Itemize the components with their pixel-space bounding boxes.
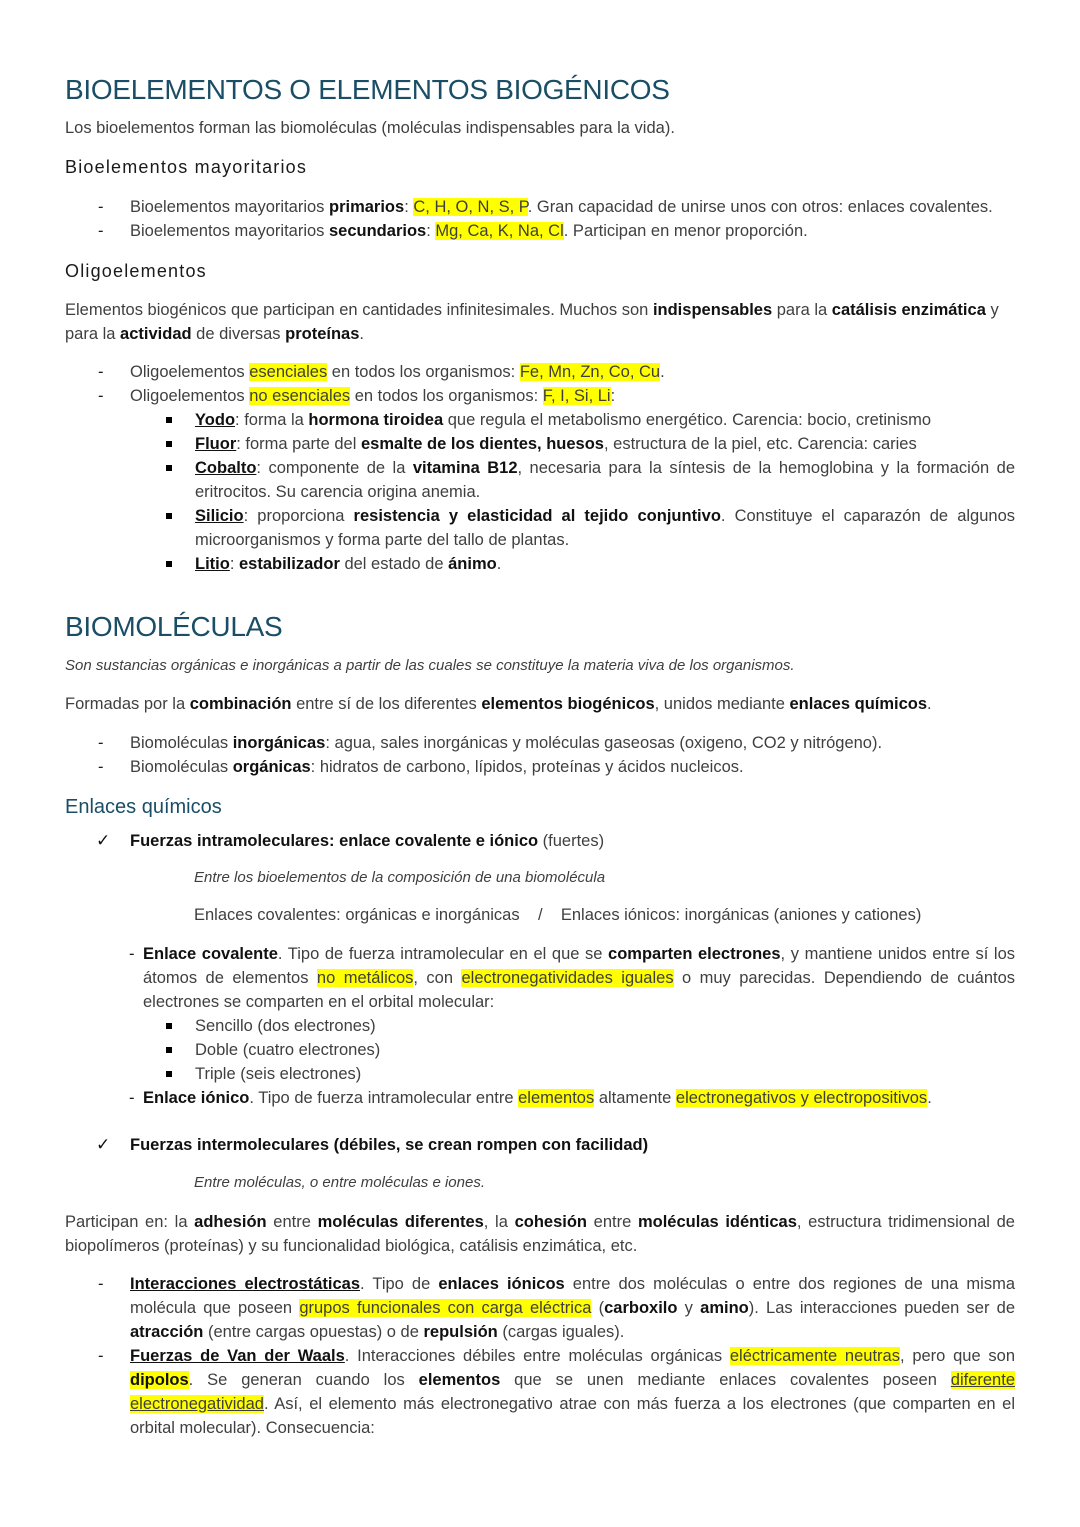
bold-text: elementos biogénicos (481, 695, 655, 713)
text: en todos los organismos: (327, 363, 520, 381)
highlight: C, H, O, N, S, P (413, 198, 528, 216)
bold-text: carboxilo (604, 1299, 678, 1317)
square-bullet (166, 561, 172, 567)
bold-text: elementos (418, 1371, 501, 1389)
bold-text: adhesión (194, 1213, 267, 1231)
text: . Participan en menor proporción. (563, 222, 808, 240)
bold-text: repulsión (423, 1323, 498, 1341)
check-item-intermoleculares (65, 1133, 1015, 1157)
highlight: electronegatividades iguales (461, 969, 674, 987)
highlight: no esenciales (249, 387, 351, 405)
text: Formadas por la (65, 695, 190, 713)
list-item-secundarios (65, 219, 1015, 243)
bold-text: catálisis enzimática (831, 301, 986, 319)
highlight: dipolos (130, 1371, 189, 1389)
sub-item-yodo (65, 408, 1015, 432)
text: ). Las interacciones pueden ser de (748, 1299, 1015, 1317)
text: . Interacciones débiles entre moléculas orgánicas (344, 1347, 730, 1365)
text: Triple (seis electrones) (195, 1065, 362, 1083)
highlight: esenciales (249, 363, 328, 381)
text: . Así, el elemento más electronegativo atrae con más fuerza a los electrones (que comparten en el orbital molecular). Consecuencia: (130, 1395, 1015, 1437)
text: . Constituye el caparazón de algunos microorganismos y forma parte del tallo de plantas. (195, 507, 1015, 549)
checkmark-icon: ✓ (96, 831, 111, 850)
heading-enlaces-quimicos: Enlaces químicos (65, 796, 222, 818)
text: Biomoléculas (130, 734, 233, 752)
text: o muy parecidas. Dependiendo de cuántos electrones se comparten en el orbital molecular: (143, 969, 1016, 1011)
text: . (496, 555, 502, 573)
dash-marker: - (98, 387, 104, 405)
checkmark-icon: ✓ (96, 1135, 111, 1154)
text: . (927, 1089, 932, 1107)
section-title-biomoleculas: BIOMOLÉCULAS (65, 611, 283, 642)
bold-text: Enlace iónico (143, 1089, 250, 1107)
element-name: Yodo (195, 411, 236, 429)
text: y para la (65, 301, 999, 343)
text: de diversas (191, 325, 286, 343)
text: . Se generan cuando los (188, 1371, 419, 1389)
participan-paragraph (65, 1210, 1015, 1258)
text: , unidos mediante (654, 695, 790, 713)
formadas-paragraph (65, 692, 1015, 716)
oligo-paragraph (65, 298, 1015, 346)
highlight: diferente electronegatividad (130, 1371, 1015, 1413)
bold-text: moléculas diferentes (317, 1213, 484, 1231)
highlight: F, I, Si, Li (542, 387, 611, 405)
text: : agua, sales inorgánicas y moléculas gaseosas (oxigeno, CO2 y nitrógeno). (325, 734, 883, 752)
text: : (610, 387, 616, 405)
list-item-no-esenciales (65, 384, 1015, 408)
bold-text: inorgánicas (232, 734, 326, 752)
bold-text: vitamina B12 (412, 459, 518, 477)
list-item-electrostaticas (65, 1272, 1015, 1344)
section-title-bioelementos: BIOELEMENTOS O ELEMENTOS BIOGÉNICOS (65, 74, 670, 105)
bold-text: comparten electrones (608, 945, 781, 963)
bold-text: primarios (329, 198, 405, 216)
check-item-intramoleculares (65, 829, 1015, 853)
text: Oligoelementos (130, 387, 250, 405)
text: : proporciona (243, 507, 354, 525)
dash-marker: - (98, 1275, 104, 1293)
covalent-type-doble (65, 1038, 1015, 1062)
dash-marker: - (129, 1089, 135, 1107)
bond-types-line: Enlaces covalentes: orgánicas e inorgánicas / Enlaces iónicos: inorgánicas (aniones y cationes) (194, 906, 922, 924)
text: , necesaria para la síntesis de la hemoglobina y la formación de eritrocitos. Su carencia origina anemia. (195, 459, 1016, 501)
text: entre (587, 1213, 638, 1231)
text: : (404, 198, 414, 216)
text: del estado de (339, 555, 449, 573)
text: . Tipo de fuerza intramolecular entre (249, 1089, 519, 1107)
text: . Tipo de fuerza intramolecular en el que se (277, 945, 609, 963)
bold-text: combinación (189, 695, 292, 713)
element-name: Fluor (195, 435, 237, 453)
square-bullet (166, 417, 172, 423)
bold-text: Enlace covalente (143, 945, 278, 963)
inter-note: Entre moléculas, o entre moléculas e iones. (194, 1174, 485, 1191)
text: que regula el metabolismo energético. Carencia: bocio, cretinismo (443, 411, 932, 429)
sub-item-silicio (65, 504, 1015, 552)
text: que se unen mediante enlaces covalentes poseen (500, 1371, 951, 1389)
bold-text: hormona tiroidea (308, 411, 444, 429)
text: , y mantiene unidos entre sí los átomos de elementos (143, 945, 1015, 987)
element-name: Silicio (195, 507, 244, 525)
highlight: Mg, Ca, K, Na, Cl (435, 222, 564, 240)
text: Doble (cuatro electrones) (195, 1041, 381, 1059)
bold-text: indispensables (652, 301, 773, 319)
highlight: grupos funcionales con carga eléctrica (299, 1299, 592, 1317)
dash-marker: - (129, 945, 135, 963)
covalent-type-triple (65, 1062, 1015, 1086)
text: entre sí de los diferentes (291, 695, 482, 713)
text: para la (772, 301, 832, 319)
highlight: Fe, Mn, Zn, Co, Cu (519, 363, 661, 381)
highlight: no metálicos (316, 969, 414, 987)
dash-marker: - (98, 198, 104, 216)
text: (fuertes) (538, 832, 605, 850)
list-item-van-der-waals (65, 1344, 1015, 1440)
text: , con (413, 969, 462, 987)
heading-oligoelementos: Oligoelementos (65, 261, 207, 281)
text: . Tipo de (360, 1275, 439, 1293)
bold-text: moléculas idénticas (637, 1213, 797, 1231)
text: : (229, 555, 239, 573)
text: : componente de la (256, 459, 413, 477)
bold-text: orgánicas (232, 758, 311, 776)
text: entre dos moléculas o entre dos regiones de una misma molécula que poseen (130, 1275, 1016, 1317)
heading-mayoritarios: Bioelementos mayoritarios (65, 157, 308, 177)
text: , la (483, 1213, 515, 1231)
list-item-inorganicas (65, 731, 1015, 755)
bold-text: resistencia y elasticidad al tejido conjuntivo (353, 507, 721, 525)
enlace-ionico-item (65, 1086, 1015, 1110)
text: ( (591, 1299, 605, 1317)
text: : forma parte del (236, 435, 361, 453)
definition-text: Son sustancias orgánicas e inorgánicas a partir de las cuales se constituye la materia viva de los organismos. (65, 657, 795, 674)
dash-marker: - (98, 1347, 104, 1365)
text: (entre cargas opuestas) o de (203, 1323, 424, 1341)
dash-marker: - (98, 363, 104, 381)
text: entre (266, 1213, 318, 1231)
bold-text: atracción (130, 1323, 204, 1341)
text: y (677, 1299, 701, 1317)
bold-text: actividad (120, 325, 192, 343)
square-bullet (166, 1023, 172, 1029)
text: . Gran capacidad de unirse unos con otros: enlaces covalentes. (527, 198, 993, 216)
text: . (359, 325, 364, 343)
term-name: Interacciones electrostáticas (130, 1275, 361, 1293)
highlight: elementos (518, 1089, 595, 1107)
dash-marker: - (98, 734, 104, 752)
bold-text: Fuerzas intramoleculares: enlace covalente e iónico (130, 832, 539, 850)
bold-text: ánimo (448, 555, 497, 573)
text: Biomoléculas (130, 758, 233, 776)
bold-text: estabilizador (239, 555, 340, 573)
bold-text: proteínas (285, 325, 360, 343)
text: Elementos biogénicos que participan en cantidades infinitesimales. Muchos son (65, 301, 653, 319)
element-name: Litio (195, 555, 230, 573)
bold-text: esmalte de los dientes, huesos (360, 435, 604, 453)
text: . (927, 695, 932, 713)
square-bullet (166, 441, 172, 447)
enlace-covalente-item (65, 942, 1015, 1014)
bold-text: enlaces químicos (789, 695, 928, 713)
text: , pero que son (899, 1347, 1016, 1365)
text: : hidratos de carbono, lípidos, proteínas y ácidos nucleicos. (310, 758, 744, 776)
bold-text: Fuerzas intermoleculares (débiles, se crean rompen con facilidad) (130, 1136, 649, 1154)
list-item-esenciales (65, 360, 1015, 384)
square-bullet (166, 513, 172, 519)
bold-text: secundarios (329, 222, 427, 240)
bold-text: enlaces iónicos (438, 1275, 565, 1293)
text: Participan en: la (65, 1213, 195, 1231)
text: , estructura de la piel, etc. Carencia: caries (604, 435, 917, 453)
intra-note: Entre los bioelementos de la composición de una biomolécula (194, 869, 606, 886)
list-item-primarios (65, 195, 1015, 219)
text: Bioelementos mayoritarios (130, 222, 329, 240)
text: en todos los organismos: (350, 387, 543, 405)
bold-text: cohesión (514, 1213, 588, 1231)
intro-paragraph: Los bioelementos forman las biomoléculas (moléculas indispensables para la vida). (65, 119, 675, 137)
square-bullet (166, 1071, 172, 1077)
covalent-type-sencillo (65, 1014, 1015, 1038)
text: Sencillo (dos electrones) (195, 1017, 376, 1035)
text: , estructura tridimensional de biopolímeros (proteínas) y su funcionalidad biológica, catálisis enzimática, etc. (65, 1213, 1015, 1255)
square-bullet (166, 1047, 172, 1053)
highlight: electronegativos y electropositivos (675, 1089, 928, 1107)
bold-text: amino (700, 1299, 749, 1317)
highlight: eléctricamente neutras (729, 1347, 900, 1365)
text: (cargas iguales). (497, 1323, 625, 1341)
sub-item-fluor (65, 432, 1015, 456)
text: Bioelementos mayoritarios (130, 198, 329, 216)
text: : (426, 222, 436, 240)
list-item-organicas (65, 755, 1015, 779)
sub-item-litio (65, 552, 1015, 576)
dash-marker: - (98, 222, 104, 240)
sub-item-cobalto (65, 456, 1015, 504)
text: . (660, 363, 665, 381)
text: : forma la (235, 411, 309, 429)
term-name: Fuerzas de Van der Waals (130, 1347, 345, 1365)
text: altamente (594, 1089, 676, 1107)
square-bullet (166, 465, 172, 471)
text: Oligoelementos (130, 363, 250, 381)
dash-marker: - (98, 758, 104, 776)
element-name: Cobalto (195, 459, 257, 477)
